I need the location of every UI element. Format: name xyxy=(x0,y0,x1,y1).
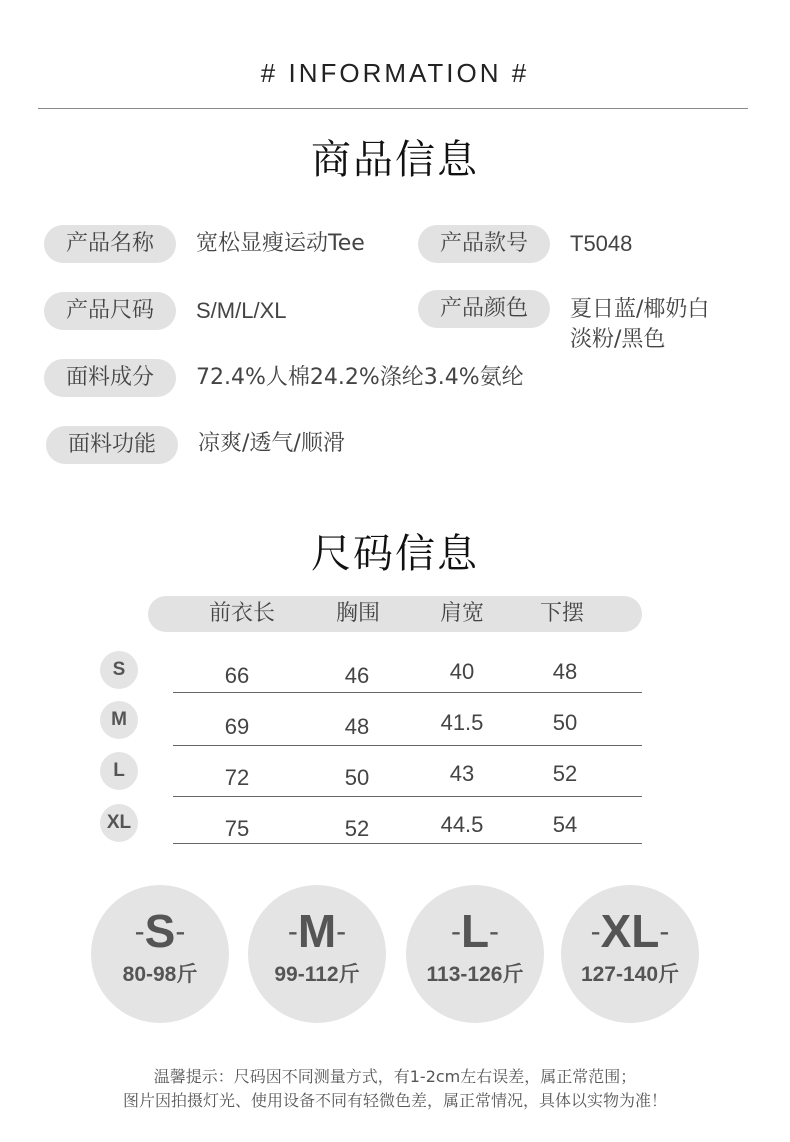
product-color-label: 产品颜色 xyxy=(418,290,550,328)
fabric-composition-value: 72.4%人棉24.2%涤纶3.4%氨纶 xyxy=(196,365,524,390)
weight-range: 127-140斤 xyxy=(580,963,680,986)
row-divider xyxy=(173,843,642,844)
note-line-1: 温馨提示：尺码因不同测量方式，有1-2cm左右误差，属正常范围； xyxy=(153,1067,637,1086)
weight-size: -L- xyxy=(450,905,500,957)
product-color-value-2: 淡粉/黑色 xyxy=(570,327,666,352)
row-divider xyxy=(173,796,642,797)
weight-range: 80-98斤 xyxy=(122,963,198,986)
weight-circle-l xyxy=(406,885,544,1023)
fabric-function-value: 凉爽/透气/顺滑 xyxy=(198,431,345,456)
table-cell: 41.5 xyxy=(440,710,484,735)
size-badge-xl: XL xyxy=(100,804,138,842)
table-cell: 66 xyxy=(224,663,250,688)
header-title: # INFORMATION # xyxy=(260,58,530,88)
fabric-composition-label: 面料成分 xyxy=(44,359,176,397)
size-info-title: 尺码信息 xyxy=(311,531,479,577)
table-cell: 54 xyxy=(552,812,578,837)
table-cell: 44.5 xyxy=(440,812,484,837)
table-cell: 48 xyxy=(344,714,370,739)
column-header: 前衣长 xyxy=(208,601,276,626)
table-cell: 52 xyxy=(552,761,578,786)
size-badge-m: M xyxy=(100,701,138,739)
table-cell: 48 xyxy=(552,659,578,684)
table-cell: 40 xyxy=(449,659,475,684)
product-size-label: 产品尺码 xyxy=(44,292,176,330)
weight-size: -XL- xyxy=(590,905,670,957)
column-header: 下摆 xyxy=(539,601,585,626)
column-header: 胸围 xyxy=(335,601,381,626)
header-divider xyxy=(38,108,748,109)
fabric-function-label: 面料功能 xyxy=(46,426,178,464)
weight-circle-s xyxy=(91,885,229,1023)
size-badge-s: S xyxy=(100,651,138,689)
table-cell: 46 xyxy=(344,663,370,688)
table-cell: 69 xyxy=(224,714,250,739)
weight-size: -M- xyxy=(287,905,347,957)
product-sku-label: 产品款号 xyxy=(418,225,550,263)
row-divider xyxy=(173,745,642,746)
column-header: 肩宽 xyxy=(439,601,485,626)
table-cell: 75 xyxy=(224,816,250,841)
table-cell: 50 xyxy=(344,765,370,790)
weight-range: 99-112斤 xyxy=(274,963,360,986)
note-line-2: 图片因拍摄灯光、使用设备不同有轻微色差，属正常情况，具体以实物为准！ xyxy=(122,1091,667,1110)
weight-range: 113-126斤 xyxy=(426,963,524,986)
product-color-value-1: 夏日蓝/椰奶白 xyxy=(570,297,710,322)
product-info-title: 商品信息 xyxy=(311,137,479,183)
table-cell: 50 xyxy=(552,710,578,735)
product-size-value: S/M/L/XL xyxy=(196,298,287,323)
weight-circle-xl xyxy=(561,885,699,1023)
size-table-header xyxy=(148,596,642,632)
table-cell: 72 xyxy=(224,765,250,790)
weight-size: -S- xyxy=(134,905,186,957)
row-divider xyxy=(173,692,642,693)
product-sku-value: T5048 xyxy=(570,231,633,256)
table-cell: 43 xyxy=(449,761,475,786)
size-badge-l: L xyxy=(100,752,138,790)
product-name-label: 产品名称 xyxy=(44,225,176,263)
weight-circle-m xyxy=(248,885,386,1023)
product-name-value: 宽松显瘦运动Tee xyxy=(196,231,365,256)
table-cell: 52 xyxy=(344,816,370,841)
